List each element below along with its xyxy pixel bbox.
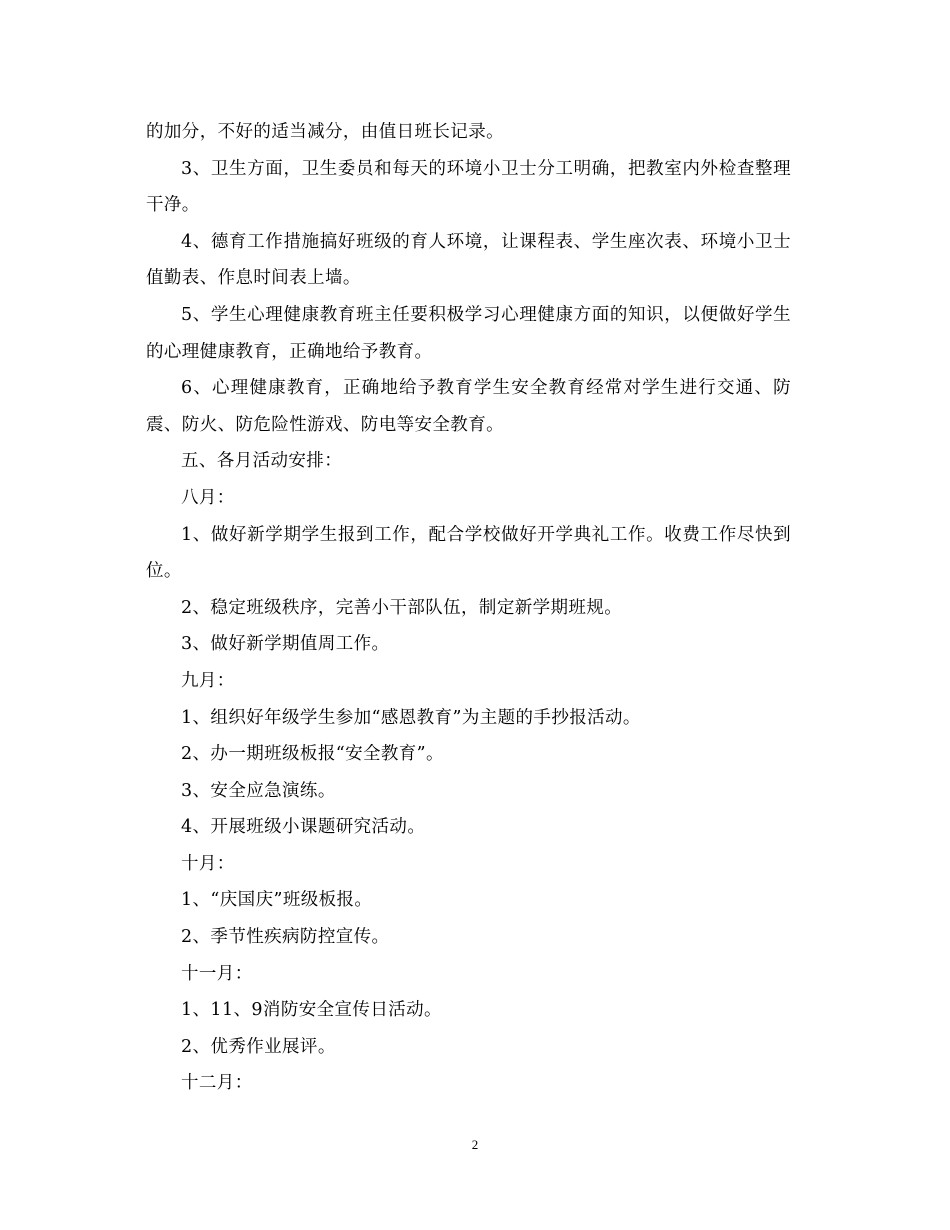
list-item: 1、做好新学期学生报到工作，配合学校做好开学典礼工作。收费工作尽快到位。 <box>146 524 791 582</box>
list-item: 2、优秀作业展评。 <box>181 1036 336 1057</box>
list-item: 2、季节性疾病防控宣传。 <box>181 927 390 948</box>
month-heading: 十月： <box>181 853 235 874</box>
list-item: 2、稳定班级秩序，完善小干部队伍，制定新学期班规。 <box>181 597 623 618</box>
paragraph: 的加分，不好的适当减分，由值日班长记录。 <box>146 122 504 142</box>
list-item: 1、组织好年级学生参加“感恩教育”为主题的手抄报活动。 <box>181 707 641 728</box>
month-heading: 九月： <box>181 670 235 691</box>
paragraph: 6、心理健康教育，正确地给予教育学生安全教育经常对学生进行交通、防震、防火、防危险性游戏、防电等安全教育。 <box>146 378 791 435</box>
list-item: 1、11、9消防安全宣传日活动。 <box>181 1000 442 1021</box>
list-item: 4、开展班级小课题研究活动。 <box>181 817 426 838</box>
list-item: 2、办一期班级板报“安全教育”。 <box>181 744 444 765</box>
paragraph: 3、卫生方面，卫生委员和每天的环境小卫士分工明确，把教室内外检查整理干净。 <box>146 158 791 216</box>
list-item: 1、“庆国庆”班级板报。 <box>181 890 373 911</box>
list-item: 3、做好新学期值周工作。 <box>181 634 390 655</box>
month-heading: 十二月： <box>181 1073 253 1094</box>
document-body <box>146 114 791 1102</box>
paragraph: 4、德育工作措施搞好班级的育人环境，让课程表、学生座次表、环境小卫士值勤表、作息时间表上墙。 <box>146 231 791 289</box>
month-heading: 八月： <box>181 487 235 508</box>
month-heading: 十一月： <box>181 963 253 984</box>
paragraph: 5、学生心理健康教育班主任要积极学习心理健康方面的知识，以便做好学生的心理健康教育，正确地给予教育。 <box>146 304 791 362</box>
list-item: 3、安全应急演练。 <box>181 780 336 801</box>
section-heading: 五、各月活动安排： <box>181 451 343 472</box>
page-number: 2 <box>471 1137 479 1152</box>
